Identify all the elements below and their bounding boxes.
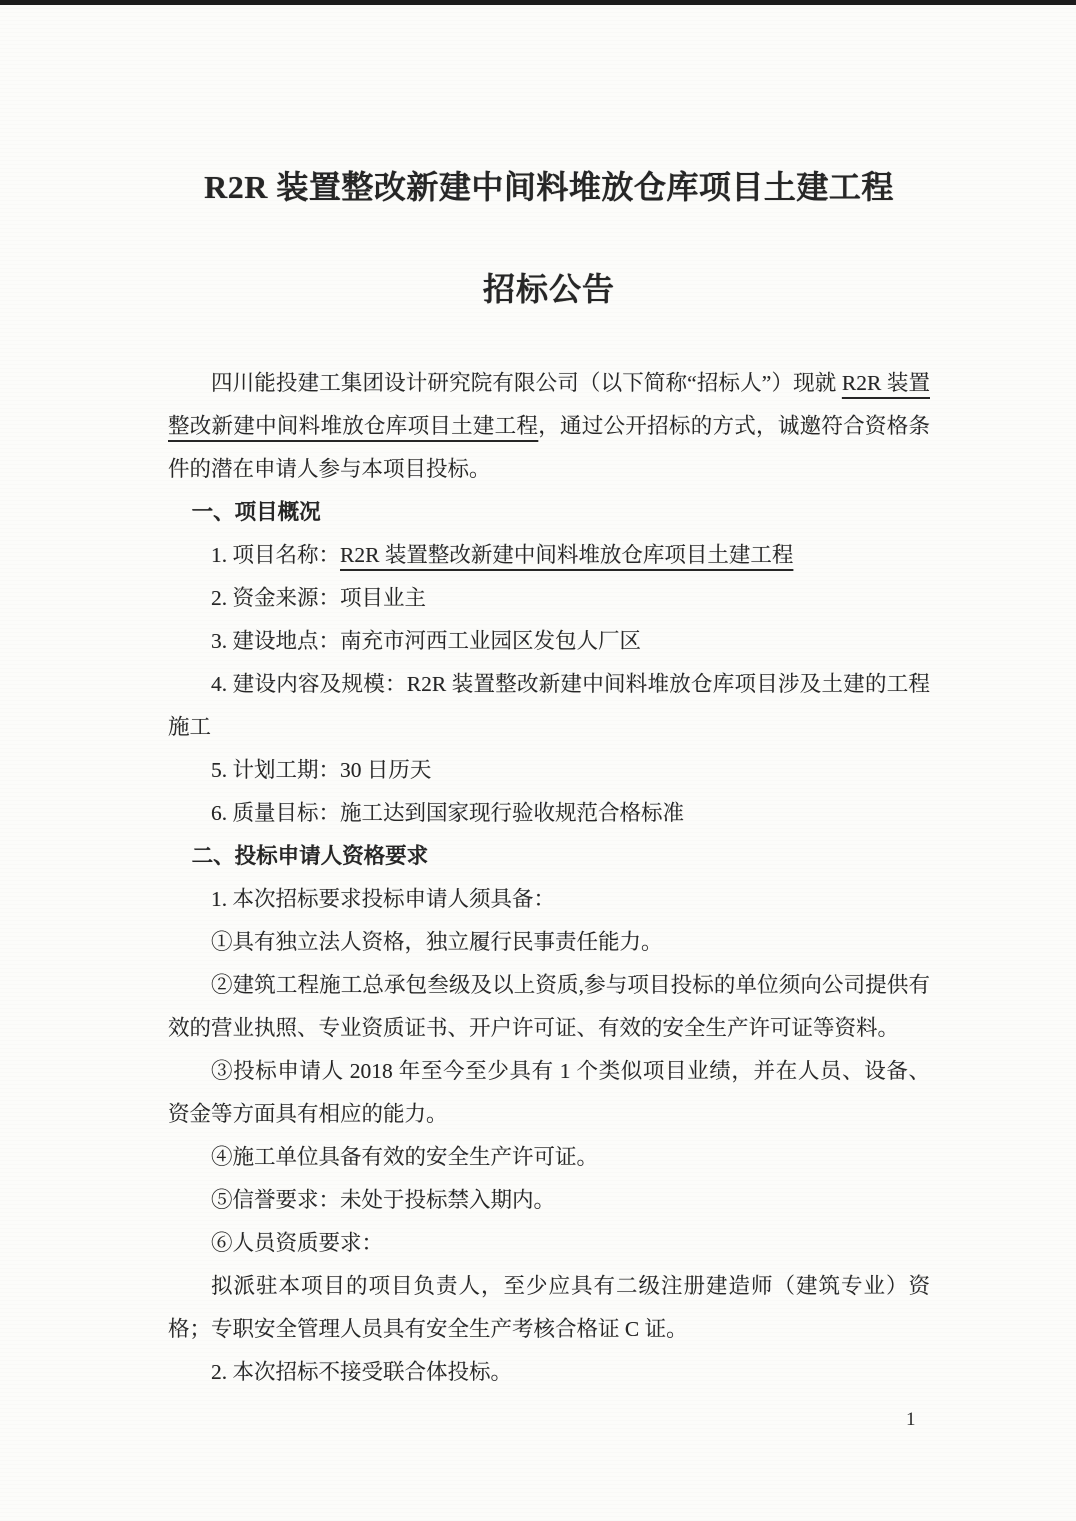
intro-text-pre: 四川能投建工集团设计研究院有限公司（以下简称“招标人”）现就	[211, 371, 842, 395]
section2-requirement-5: ⑤信誉要求：未处于投标禁入期内。	[211, 1188, 556, 1212]
section2-item2: 2. 本次招标不接受联合体投标。	[211, 1360, 513, 1384]
section2-item1: 1. 本次招标要求投标申请人须具备：	[211, 887, 556, 911]
intro-text-post: ，通过公开招标的方式，诚邀符合资格条件的潜在申请人参与本项目投标。	[168, 414, 930, 481]
section1-item6: 6. 质量目标：施工达到国家现行验收规范合格标准	[211, 801, 685, 825]
section1-item1-label: 1. 项目名称：	[211, 543, 341, 567]
section1-item1-project-name-underlined: R2R 装置整改新建中间料堆放仓库项目土建工程	[340, 543, 794, 567]
section1-item2: 2. 资金来源：项目业主	[211, 586, 427, 610]
section2-requirement-2: ②建筑工程施工总承包叁级及以上资质,参与项目投标的单位须向公司提供有效的营业执照、专业资质证书、开户许可证、有效的安全生产许可证等资料。	[168, 973, 930, 1040]
section2-heading: 二、投标申请人资格要求	[191, 844, 429, 868]
section1-item1	[168, 534, 930, 577]
section1-heading: 一、项目概况	[191, 500, 321, 524]
document-content	[168, 0, 930, 1394]
section1-item4: 4. 建设内容及规模：R2R 装置整改新建中间料堆放仓库项目涉及土建的工程施工	[168, 672, 930, 739]
page-number: 1	[906, 1409, 916, 1430]
section2-requirement-3: ③投标申请人 2018 年至今至少具有 1 个类似项目业绩，并在人员、设备、资金等方面具有相应的能力。	[168, 1059, 930, 1126]
section1-item5: 5. 计划工期：30 日历天	[211, 758, 432, 782]
section2-requirement-1: ①具有独立法人资格，独立履行民事责任能力。	[211, 930, 663, 954]
section1-item3: 3. 建设地点：南充市河西工业园区发包人厂区	[211, 629, 642, 653]
document-title: R2R 装置整改新建中间料堆放仓库项目土建工程	[204, 169, 894, 205]
intro-project-name-underlined: R2R 装置整改新建中间料堆放仓库项目土建工程	[168, 371, 930, 438]
section2-requirement-6-detail: 拟派驻本项目的项目负责人，至少应具有二级注册建造师（建筑专业）资格；专职安全管理人员具有安全生产考核合格证 C 证。	[168, 1274, 930, 1341]
section2-requirement-4: ④施工单位具备有效的安全生产许可证。	[211, 1145, 599, 1169]
intro-paragraph	[168, 362, 930, 491]
section2-requirement-6: ⑥人员资质要求：	[211, 1231, 384, 1255]
document-subtitle: 招标公告	[482, 271, 615, 307]
document-body	[168, 362, 930, 1394]
